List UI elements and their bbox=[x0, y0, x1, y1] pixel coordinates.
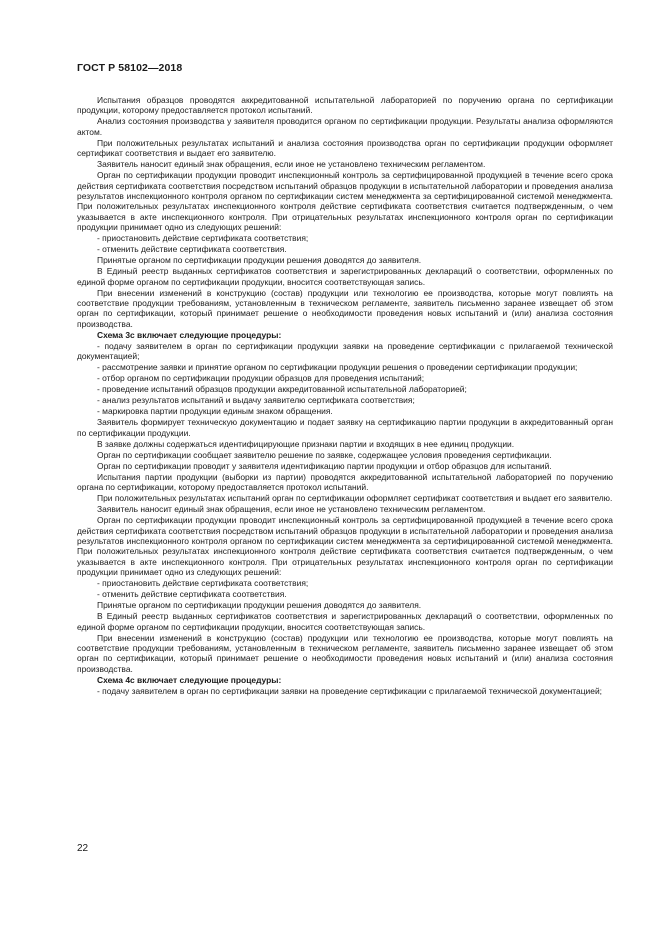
section-heading: Схема 3с включает следующие процедуры: bbox=[97, 329, 282, 340]
body-paragraph: - подачу заявителем в орган по сертификации продукции заявки на проведение сертификации с прилагаемой технической документацией; bbox=[77, 340, 613, 362]
body-paragraph: В Единый реестр выданных сертификатов соответствия и зарегистрированных деклараций о соответствии, оформленных по единой форме органом по сертификации продукции, вносится соответствующая запись. bbox=[77, 266, 613, 287]
document-code-header: ГОСТ Р 58102—2018 bbox=[77, 62, 183, 74]
body-paragraph: При внесении изменений в конструкцию (состав) продукции или технологию ее производства, которые могут повлиять на соответствие продукции требованиям, установленным в техническом регламенте, заявитель письменно заранее извещает об этом орган по сертификации, который принимает решение о необходимости проведения новых испытаний и (или) анализа состояния производства. bbox=[77, 287, 613, 329]
body-paragraph: Заявитель формирует техническую документацию и подает заявку на сертификацию партии продукции в аккредитованный орган по сертификации продукции. bbox=[77, 417, 613, 438]
body-paragraph: Орган по сертификации сообщает заявителю решение по заявке, содержащее условия проведения сертификации. bbox=[97, 449, 552, 460]
body-paragraph: При положительных результатах испытаний орган по сертификации оформляет сертификат соответствия и выдает его заявителю. bbox=[97, 493, 613, 504]
body-paragraph: - отбор органом по сертификации продукции образцов для проведения испытаний; bbox=[97, 373, 425, 384]
body-paragraph: При внесении изменений в конструкцию (состав) продукции или технологию ее производства, которые могут повлиять на соответствие продукции требованиям, установленным в техническом регламенте, заявитель письменно заранее извещает об этом орган по сертификации, который принимает решение о необходимости проведения новых испытаний и (или) анализа состояния производства. bbox=[77, 632, 613, 674]
body-paragraph: - маркировка партии продукции единым знаком обращения. bbox=[97, 406, 333, 417]
body-paragraph: - анализ результатов испытаний и выдачу заявителю сертификата соответствия; bbox=[97, 395, 415, 406]
document-body bbox=[77, 95, 613, 697]
body-paragraph: - приостановить действие сертификата соответствия; bbox=[97, 578, 309, 589]
body-paragraph: Орган по сертификации продукции проводит инспекционный контроль за сертифицированной продукцией в течение всего срока действия сертификата соответствия посредством испытаний образцов продукции в испытательной лаборатории и проведения анализа результатов инспекционного контроля органом по сертификации систем менеджмента за сертифицированной системой менеджмента. При положительных результатах инспекционного контроля действие сертификата соответствия считается подтвержденным, о чем указывается в акте инспекционного контроля. При отрицательных результатах инспекционного контроля орган по сертификации продукции принимает одно из следующих решений: bbox=[77, 170, 613, 233]
body-paragraph: Испытания партии продукции (выборки из партии) проводятся аккредитованной испытательной лабораторией по поручению органа по сертификации, которому предоставляется протокол испытаний. bbox=[77, 471, 613, 493]
body-paragraph: - приостановить действие сертификата соответствия; bbox=[97, 233, 309, 244]
section-heading: Схема 4с включает следующие процедуры: bbox=[97, 674, 282, 685]
body-paragraph: В заявке должны содержаться идентифицирующие признаки партии и входящих в нее единиц продукции. bbox=[97, 438, 515, 449]
body-paragraph: При положительных результатах испытаний и анализа состояния производства орган по сертификации продукции оформляет сертификат соответствия и выдает его заявителю. bbox=[77, 137, 613, 159]
body-paragraph: В Единый реестр выданных сертификатов соответствия и зарегистрированных деклараций о соответствии, оформленных по единой форме органом по сертификации продукции, вносится соответствующая запись. bbox=[77, 611, 613, 632]
body-paragraph: - рассмотрение заявки и принятие органом по сертификации продукции решения о проведении сертификации продукции; bbox=[97, 362, 578, 373]
body-paragraph: - отменить действие сертификата соответствия. bbox=[97, 589, 287, 600]
body-paragraph: Принятые органом по сертификации продукции решения доводятся до заявителя. bbox=[97, 600, 422, 611]
page-number: 22 bbox=[77, 843, 89, 854]
body-paragraph: Орган по сертификации проводит у заявителя идентификацию партии продукции и отбор образцов для испытаний. bbox=[97, 460, 552, 471]
body-paragraph: - отменить действие сертификата соответствия. bbox=[97, 244, 287, 255]
body-paragraph: - подачу заявителем в орган по сертификации заявки на проведение сертификации с прилагаемой технической документацией; bbox=[97, 685, 602, 696]
body-paragraph: Испытания образцов проводятся аккредитованной испытательной лабораторией по поручению органа по сертификации продукции, которому предоставляется протокол испытаний. bbox=[77, 95, 613, 116]
body-paragraph: Орган по сертификации продукции проводит инспекционный контроль за сертифицированной продукцией в течение всего срока действия сертификата соответствия посредством испытаний образцов продукции в испытательной лаборатории и проведения анализа результатов инспекционного контроля органом по сертификации систем менеджмента за сертифицированной системой менеджмента. При положительных результатах инспекционного контроля действие сертификата соответствия считается подтвержденным, о чем указывается в акте инспекционного контроля. При отрицательных результатах инспекционного контроля орган по сертификации продукции принимает одно из следующих решений: bbox=[77, 515, 613, 578]
body-paragraph: Заявитель наносит единый знак обращения, если иное не установлено техническим регламентом. bbox=[97, 504, 486, 515]
body-paragraph: Анализ состояния производства у заявителя проводится органом по сертификации продукции. Результаты анализа оформляются актом. bbox=[77, 116, 613, 137]
body-paragraph: Принятые органом по сертификации продукции решения доводятся до заявителя. bbox=[97, 255, 422, 266]
body-paragraph: Заявитель наносит единый знак обращения, если иное не установлено техническим регламентом. bbox=[97, 159, 486, 170]
body-paragraph: - проведение испытаний образцов продукции аккредитованной испытательной лабораторией; bbox=[97, 384, 467, 395]
